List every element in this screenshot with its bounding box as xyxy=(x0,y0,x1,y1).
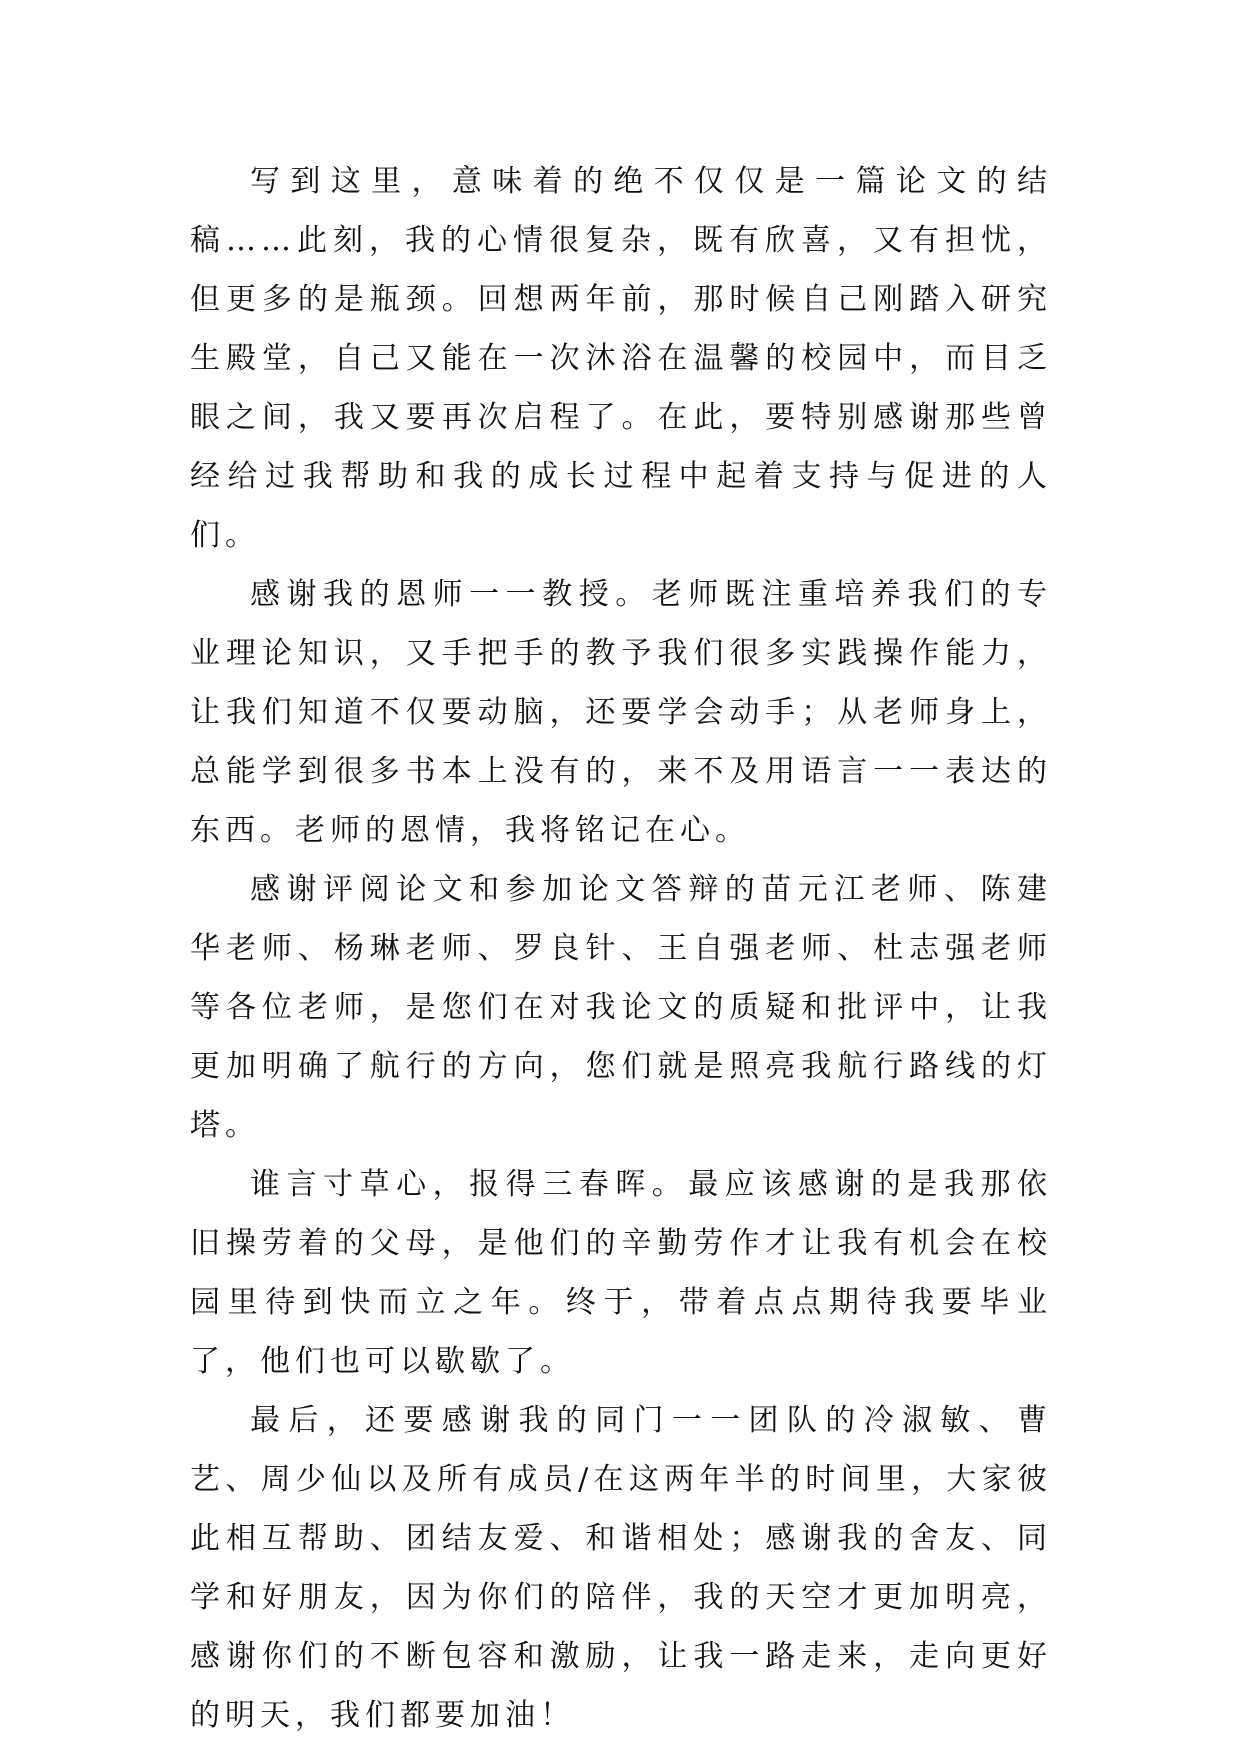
paragraph-opening: 写到这里，意味着的绝不仅仅是一篇论文的结稿……此刻，我的心情很复杂，既有欣喜，又有担忧，但更多的是瓶颈。回想两年前，那时候自己刚踏入研究生殿堂，自己又能在一次沐浴在温馨的校园中，而目乏眼之间，我又要再次启程了。在此，要特别感谢那些曾经给过我帮助和我的成长过程中起着支持与促进的人们。 xyxy=(190,164,1052,553)
paragraph-friends-thanks: 最后，还要感谢我的同门一一团队的冷淑敏、曹艺、周少仙以及所有成员/在这两年半的时间里，大家彼此相互帮助、团结友爱、和谐相处；感谢我的舍友、同学和好朋友，因为你们的陪伴，我的天空才更加明亮，感谢你们的不断包容和激励，让我一路走来，走向更好的明天，我们都要加油！ xyxy=(190,1403,1052,1733)
paragraph-reviewers-thanks: 感谢评阅论文和参加论文答辩的苗元江老师、陈建华老师、杨琳老师、罗良针、王自强老师、杜志强老师等各位老师，是您们在对我论文的质疑和批评中，让我更加明确了航行的方向，您们就是照亮我航行路线的灯塔。 xyxy=(190,872,1052,1143)
paragraph-advisor-thanks: 感谢我的恩师一一教授。老师既注重培养我们的专业理论知识，又手把手的教予我们很多实践操作能力，让我们知道不仅要动脑，还要学会动手；从老师身上，总能学到很多书本上没有的，来不及用语言一一表达的东西。老师的恩情，我将铭记在心。 xyxy=(190,577,1052,848)
paragraph-parents-thanks: 谁言寸草心，报得三春晖。最应该感谢的是我那依旧操劳着的父母，是他们的辛勤劳作才让我有机会在校园里待到快而立之年。终于，带着点点期待我要毕业了，他们也可以歇歇了。 xyxy=(190,1167,1052,1379)
document-body xyxy=(190,152,1052,1745)
